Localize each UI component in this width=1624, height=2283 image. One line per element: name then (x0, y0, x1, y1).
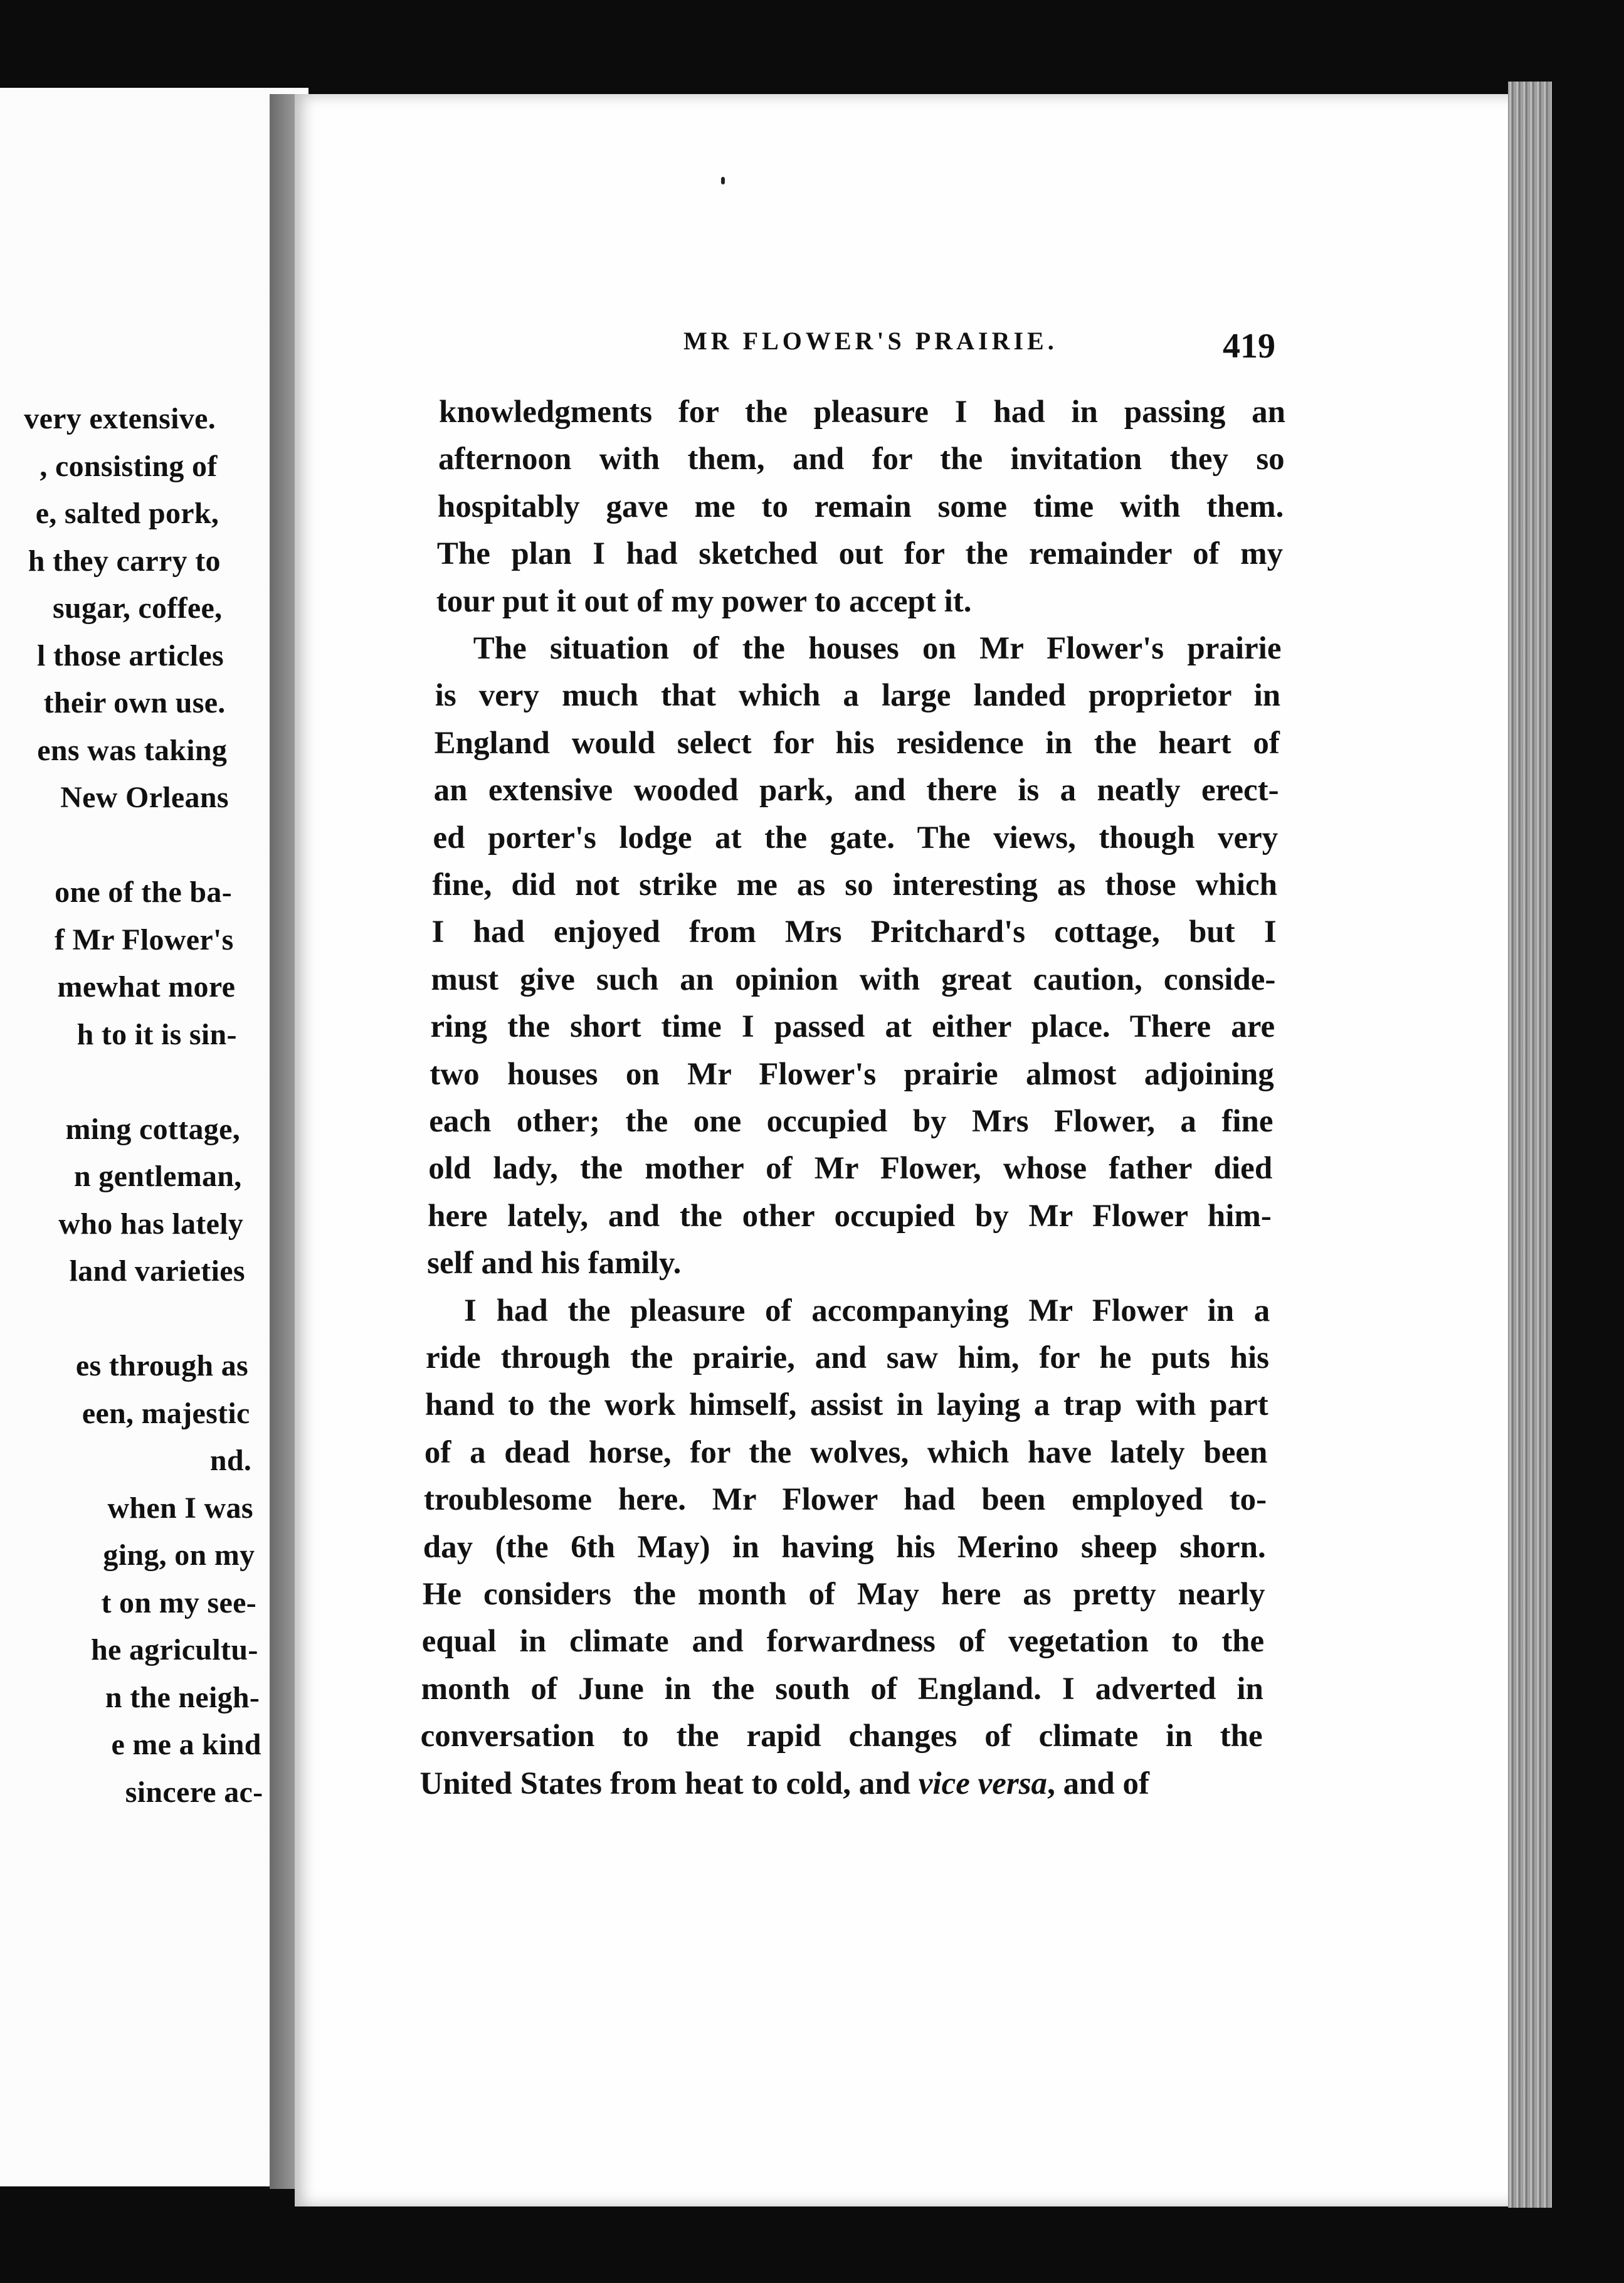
text-line: fine, did not strike me as so interesting as those which (432, 867, 1277, 903)
left-page-fragment: een, majestic (82, 1396, 250, 1430)
left-page-fragment: f Mr Flower's (55, 923, 234, 956)
text-line: must give such an opinion with great caution, conside- (431, 961, 1276, 997)
text-line: conversation to the rapid changes of climate in the (420, 1719, 1263, 1754)
text-line: is very much that which a large landed proprietor in (435, 678, 1281, 714)
text-line: troublesome here. Mr Flower had been employed to- (423, 1482, 1267, 1518)
page-edge (1508, 82, 1552, 2208)
text-line: hand to the work himself, assist in laying a trap with part (424, 1387, 1268, 1423)
left-page-fragment: h they carry to (28, 544, 221, 578)
text-line: He considers the month of May here as pretty nearly (422, 1577, 1265, 1612)
text-line: knowledgments for the pleasure I had in passing an (439, 395, 1285, 430)
text-line: self and his family. (427, 1246, 682, 1281)
text-line: I had the pleasure of accompanying Mr Flower in a (464, 1293, 1270, 1328)
text-line: each other; the one occupied by Mrs Flower, a fine (429, 1104, 1273, 1139)
text-line: month of June in the south of England. I adverted in (421, 1671, 1263, 1707)
text-line: old lady, the mother of Mr Flower, whose father died (428, 1151, 1273, 1187)
text-line: The plan I had sketched out for the remainder of my (436, 536, 1284, 572)
left-page-fragment: nd. (209, 1444, 252, 1477)
left-page-fragment: their own use. (43, 686, 226, 719)
italic-phrase: vice versa (918, 1766, 1048, 1801)
text-line: hospitably gave me to remain some time with them. (437, 489, 1284, 524)
text-line: ring the short time I passed at either place. There are (430, 1009, 1275, 1045)
text-line: tour put it out of my power to accept it. (436, 583, 972, 619)
text-line: England would select for his residence in the heart of (434, 725, 1280, 761)
left-page-fragment: ging, on my (103, 1539, 255, 1572)
text-line: ride through the prairie, and saw him, for he puts his (426, 1340, 1269, 1375)
running-head: MR FLOWER'S PRAIRIE. (683, 327, 1058, 355)
left-page-fragment: n gentleman, (74, 1160, 242, 1193)
left-page-fragment: when I was (107, 1491, 253, 1525)
page-number: 419 (1223, 327, 1275, 366)
left-page-fragment: land varieties (69, 1254, 245, 1288)
left-page-fragment: ens was taking (37, 733, 228, 767)
left-page-fragment: mewhat more (57, 970, 236, 1004)
left-page-fragment: New Orleans (60, 781, 229, 814)
text-line-last (420, 1766, 1149, 1802)
left-page (0, 88, 308, 2186)
left-page-fragment: sincere ac- (125, 1775, 263, 1809)
left-page-fragment: e, salted pork, (35, 497, 219, 530)
text-line: of a dead horse, for the wolves, which have lately been (424, 1434, 1268, 1470)
text-line: here lately, and the other occupied by Mr Flower him- (428, 1198, 1272, 1234)
left-page-fragment: who has lately (58, 1207, 244, 1241)
left-page-fragment: one of the ba- (55, 876, 232, 909)
text-line: ed porter's lodge at the gate. The views, though very (433, 820, 1279, 855)
text-line: an extensive wooded park, and there is a neatly erect- (433, 773, 1279, 808)
left-page-fragment: l those articles (36, 638, 224, 672)
left-page-fragment: t on my see- (101, 1586, 256, 1619)
text-span: United States from heat to cold, and (419, 1766, 911, 1801)
text-line: afternoon with them, and for the invitation they so (438, 442, 1285, 477)
text-line: equal in climate and forwardness of vegetation to the (421, 1624, 1265, 1660)
text-line: The situation of the houses on Mr Flower's prairie (473, 631, 1282, 666)
left-page-fragment: ming cottage, (65, 1112, 240, 1146)
left-page-fragment: he agricultu- (91, 1633, 258, 1666)
left-page-fragment: h to it is sin- (76, 1017, 237, 1051)
ink-speck (721, 177, 725, 184)
left-page-fragment: very extensive. (24, 402, 216, 435)
text-line: I had enjoyed from Mrs Pritchard's cottage, but I (431, 914, 1277, 950)
left-page-fragment: e me a kind (111, 1728, 261, 1761)
left-page-fragment: n the neigh- (105, 1680, 260, 1714)
left-page-fragment: sugar, coffee, (53, 591, 223, 625)
left-page-fragment: , consisting of (40, 449, 218, 483)
text-line: two houses on Mr Flower's prairie almost adjoining (430, 1056, 1274, 1092)
left-page-fragment: es through as (75, 1349, 248, 1382)
text-line: day (the 6th May) in having his Merino sheep shorn. (423, 1529, 1266, 1565)
text-span: , and of (1047, 1766, 1150, 1801)
